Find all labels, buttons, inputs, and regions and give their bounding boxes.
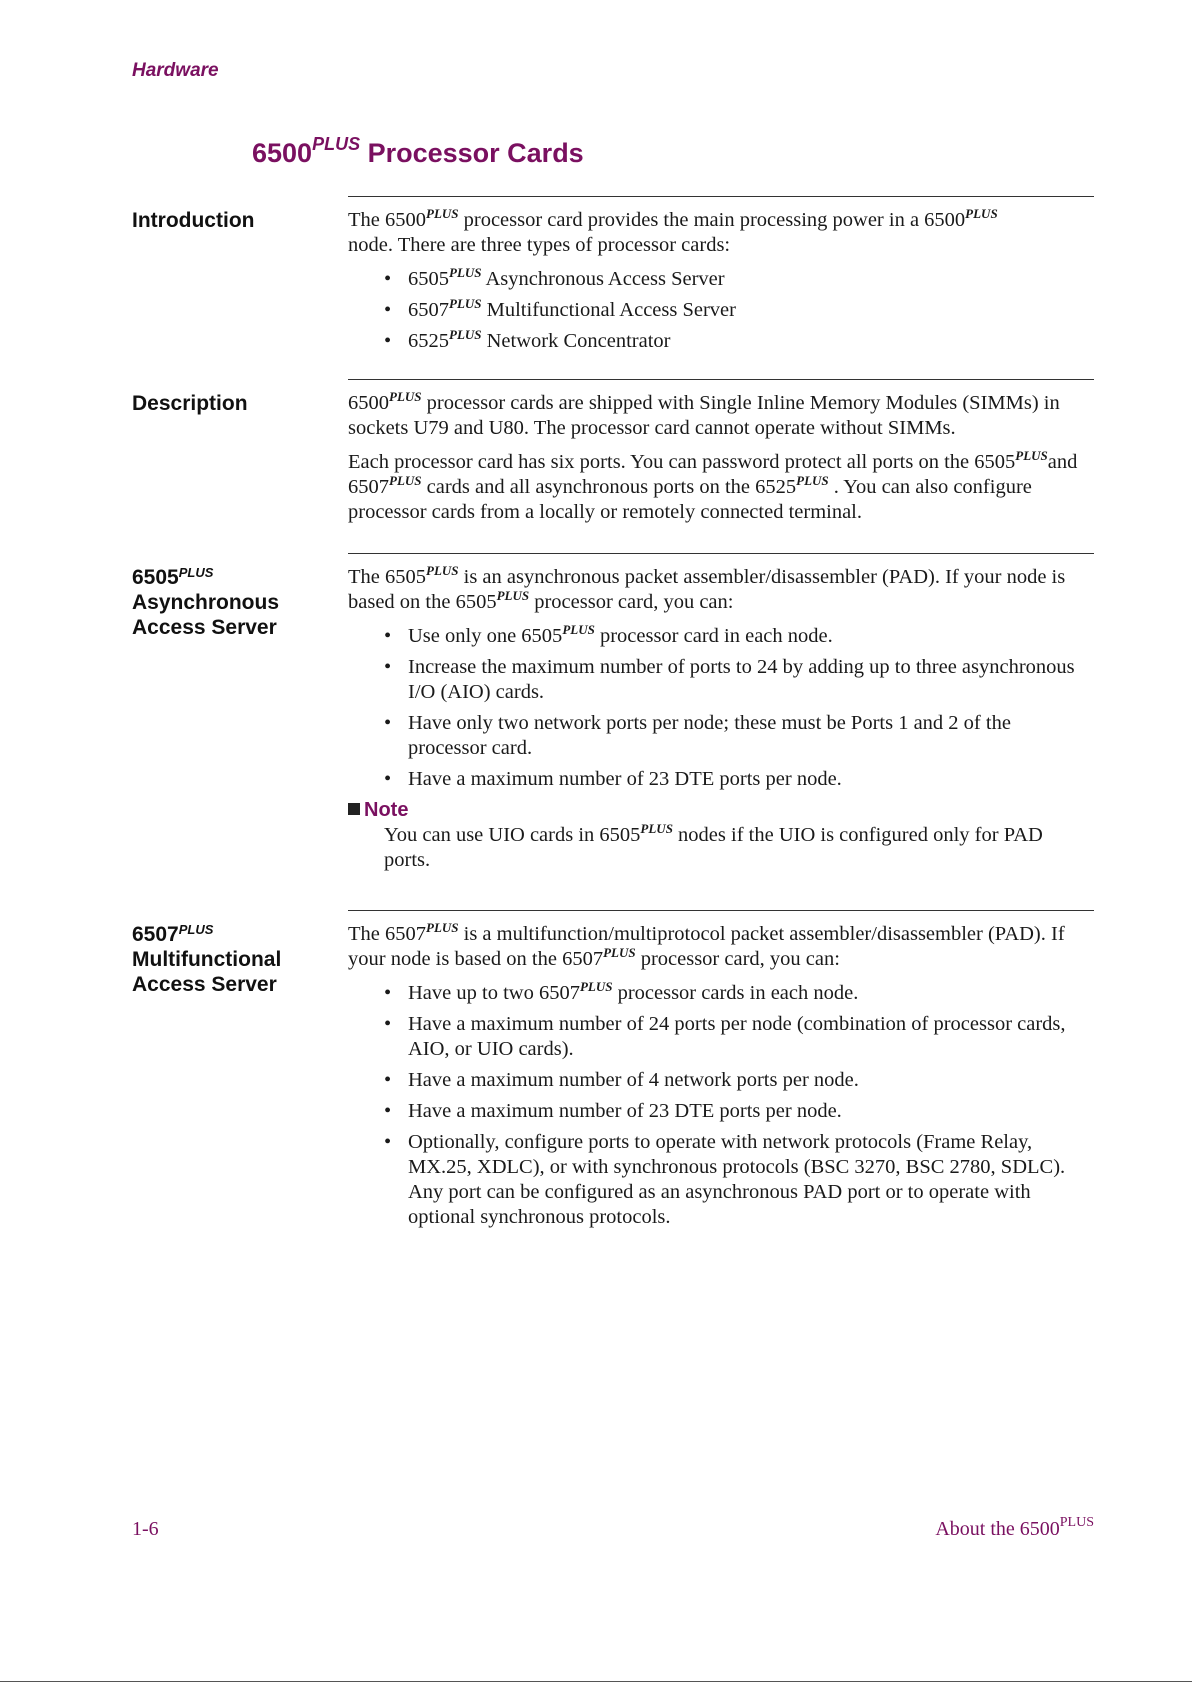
list-item: • $6505^{PLUS}$ Asynchronous Access Server <box>384 265 725 290</box>
list-item: • $6525^{PLUS}$ Network Concentrator <box>384 327 671 352</box>
list-item: • Have a maximum number of 23 DTE ports per node. <box>384 1100 842 1122</box>
note-text: You can use UIO cards in $6505^{PLUS}$ nodes if the UIO is configured only for PAD ports. <box>384 821 1043 871</box>
section-rule <box>348 910 1094 911</box>
section-rule <box>348 553 1094 554</box>
paragraph: The $6505^{PLUS}$ is an asynchronous packet assembler/disassembler (PAD). If your node is based on the $6505^{PLUS}$ processor card, you can: <box>348 563 1066 613</box>
section-label: Introduction <box>132 209 255 232</box>
section-label: $6507^{PLUS}$ Multifunctional Access Server <box>132 922 282 996</box>
bullet-list <box>348 981 1094 1230</box>
bullet-list <box>348 267 1094 354</box>
page-title <box>252 134 584 169</box>
paragraph: $6500^{PLUS}$ processor cards are shipped with Single Inline Memory Modules (SIMMs) in sockets U79 and U80. The processor card cannot operate without SIMMs. <box>348 389 1060 439</box>
list-item: • Have a maximum number of 4 network ports per node. <box>384 1069 859 1091</box>
section-body <box>348 391 1094 534</box>
section-label: Description <box>132 392 248 415</box>
paragraph: Each processor card has six ports. You can password protect all ports on the $6505^{PLUS}and$ $6507^{PLUS}$ cards and all asynchronous ports on the $6525^{PLUS}$ . You can also configure processor cards from a locally or remotely connected terminal. <box>348 448 1078 523</box>
bullet-list <box>348 624 1094 792</box>
section-rule <box>348 379 1094 380</box>
paragraph: The $6500^{PLUS}$ processor card provides the main processing power in a $6500^{PLUS}$ node. There are three types of processor cards: <box>348 206 998 256</box>
title-text: Processor Cards <box>360 138 584 168</box>
list-item: • Use only one $6505^{PLUS}$ processor card in each node. <box>384 622 833 647</box>
list-item: • Have a maximum number of 23 DTE ports per node. <box>384 768 842 790</box>
title-number: 6500 <box>252 138 313 168</box>
list-item: • Have only two network ports per node; these must be Ports 1 and 2 of the processor card. <box>384 712 1011 759</box>
list-item: • Increase the maximum number of ports to 24 by adding up to three asynchronous I/O (AIO) cards. <box>384 656 1075 703</box>
note-heading: Note <box>348 798 1094 823</box>
bottom-rule <box>0 1681 1192 1682</box>
section-label: $6505^{PLUS}$ Asynchronous Access Server <box>132 565 280 639</box>
title-superscript: PLUS <box>312 134 361 154</box>
book-title: About the $6500^{PLUS}$ <box>935 1515 1094 1540</box>
section-body <box>348 565 1094 873</box>
paragraph: The $6507^{PLUS}$ is a multifunction/multiprotocol packet assembler/disassembler (PAD). If your node is based on the $6507^{PLUS}$ processor card, you can: <box>348 920 1065 970</box>
section-body <box>348 922 1094 1236</box>
list-item: • Have up to two $6507^{PLUS}$ processor cards in each node. <box>384 979 859 1004</box>
list-item: • $6507^{PLUS}$ Multifunctional Access Server <box>384 296 736 321</box>
section-rule <box>348 196 1094 197</box>
page-number: 1-6 <box>132 1518 159 1540</box>
section-body <box>348 208 1094 360</box>
list-item: • Have a maximum number of 24 ports per node (combination of processor cards, AIO, or UIO cards). <box>384 1013 1066 1060</box>
note-square-icon <box>348 803 360 815</box>
list-item: • Optionally, configure ports to operate with network protocols (Frame Relay, MX.25, XDLC), or with synchronous protocols (BSC 3270, BSC 2780, SDLC). Any port can be configured as an asynchronous PAD port or to operate with optional synchronous protocols. <box>384 1131 1066 1228</box>
running-head: Hardware <box>132 60 219 81</box>
